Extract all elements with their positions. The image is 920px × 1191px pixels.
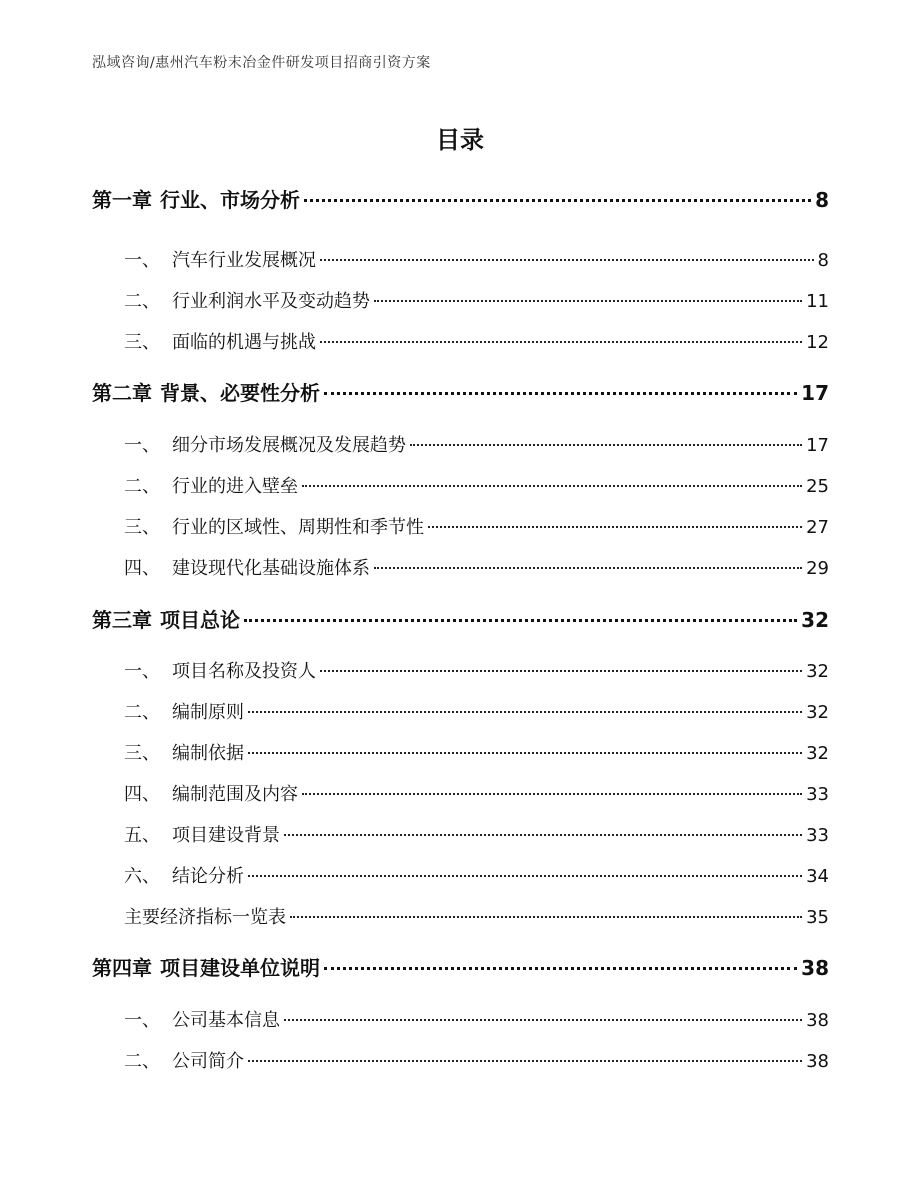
chapter-label: 第三章 (92, 608, 152, 632)
toc-section[interactable] (124, 862, 829, 888)
section-page-number: 32 (806, 702, 829, 723)
toc-title: 目录 (436, 126, 484, 154)
dot-leader (428, 526, 802, 528)
toc-chapter-2[interactable] (92, 377, 829, 406)
section-page-number: 38 (806, 1010, 829, 1031)
section-page-number: 25 (806, 476, 829, 497)
dot-leader (374, 300, 802, 302)
dot-leader (248, 711, 802, 713)
section-number: 二、 (124, 702, 160, 723)
section-number: 二、 (124, 476, 160, 497)
toc-chapter-1[interactable] (92, 184, 829, 213)
section-page-number: 29 (806, 558, 829, 579)
dot-leader (374, 567, 802, 569)
toc-section[interactable] (124, 780, 829, 806)
toc-section[interactable] (124, 431, 829, 457)
toc-section[interactable] (124, 821, 829, 847)
toc-chapter-3[interactable] (92, 604, 829, 633)
toc-section[interactable] (124, 472, 829, 498)
dot-leader (320, 670, 802, 672)
dot-leader (248, 875, 802, 877)
section-title: 面临的机遇与挑战 (172, 332, 316, 353)
toc-section[interactable] (124, 657, 829, 683)
section-page-number: 8 (817, 250, 829, 271)
section-title: 行业的区域性、周期性和季节性 (172, 517, 424, 538)
dot-leader (290, 916, 802, 918)
section-page-number: 27 (806, 517, 829, 538)
dot-leader (284, 834, 802, 836)
section-page-number: 34 (806, 866, 829, 887)
section-number: 四、 (124, 558, 160, 579)
toc-section[interactable] (124, 1047, 829, 1073)
dot-leader (302, 485, 802, 487)
dot-leader (410, 444, 802, 446)
section-page-number: 35 (806, 907, 829, 928)
section-title: 公司简介 (172, 1051, 244, 1072)
chapter-title: 背景、必要性分析 (160, 381, 320, 405)
dot-leader (304, 199, 811, 202)
section-number: 三、 (124, 332, 160, 353)
section-number: 六、 (124, 866, 160, 887)
section-page-number: 32 (806, 743, 829, 764)
section-number: 一、 (124, 1010, 160, 1031)
chapter-page-number: 32 (801, 608, 829, 632)
chapter-title: 项目总论 (160, 608, 240, 632)
section-number: 一、 (124, 435, 160, 456)
dot-leader (320, 341, 802, 343)
toc-section[interactable] (124, 554, 829, 580)
dot-leader (248, 1060, 802, 1062)
section-title: 行业的进入壁垒 (172, 476, 298, 497)
chapter-page-number: 38 (801, 956, 829, 980)
section-title: 行业利润水平及变动趋势 (172, 291, 370, 312)
toc-chapter-4[interactable] (92, 952, 829, 981)
page-header: 泓域咨询/惠州汽车粉末冶金件研发项目招商引资方案 (92, 55, 431, 71)
section-number: 一、 (124, 250, 160, 271)
section-number: 三、 (124, 517, 160, 538)
section-title: 主要经济指标一览表 (124, 907, 286, 928)
section-page-number: 17 (806, 435, 829, 456)
chapter-label: 第二章 (92, 381, 152, 405)
chapter-title: 项目建设单位说明 (160, 956, 320, 980)
section-title: 编制原则 (172, 702, 244, 723)
toc-section[interactable] (124, 513, 829, 539)
section-number: 五、 (124, 825, 160, 846)
section-title: 公司基本信息 (172, 1010, 280, 1031)
toc-section[interactable] (124, 287, 829, 313)
section-number: 二、 (124, 291, 160, 312)
section-title: 编制依据 (172, 743, 244, 764)
section-title: 结论分析 (172, 866, 244, 887)
dot-leader (302, 793, 802, 795)
section-number: 四、 (124, 784, 160, 805)
section-title: 项目建设背景 (172, 825, 280, 846)
section-title: 细分市场发展概况及发展趋势 (172, 435, 406, 456)
section-page-number: 33 (806, 784, 829, 805)
section-title: 汽车行业发展概况 (172, 250, 316, 271)
toc-section[interactable] (124, 903, 829, 929)
chapter-label: 第一章 (92, 188, 152, 212)
section-title: 编制范围及内容 (172, 784, 298, 805)
toc-section[interactable] (124, 698, 829, 724)
dot-leader (244, 619, 797, 622)
toc-section[interactable] (124, 739, 829, 765)
section-number: 二、 (124, 1051, 160, 1072)
chapter-page-number: 8 (815, 188, 829, 212)
dot-leader (320, 259, 814, 261)
dot-leader (248, 752, 802, 754)
chapter-title: 行业、市场分析 (160, 188, 300, 212)
section-page-number: 11 (806, 291, 829, 312)
section-title: 项目名称及投资人 (172, 661, 316, 682)
section-number: 三、 (124, 743, 160, 764)
toc-section[interactable] (124, 328, 829, 354)
toc-section[interactable] (124, 1006, 829, 1032)
chapter-label: 第四章 (92, 956, 152, 980)
section-page-number: 33 (806, 825, 829, 846)
dot-leader (324, 967, 797, 970)
chapter-page-number: 17 (801, 381, 829, 405)
dot-leader (324, 392, 797, 395)
section-page-number: 32 (806, 661, 829, 682)
section-page-number: 12 (806, 332, 829, 353)
section-page-number: 38 (806, 1051, 829, 1072)
section-title: 建设现代化基础设施体系 (172, 558, 370, 579)
dot-leader (284, 1019, 802, 1021)
toc-section[interactable] (124, 246, 829, 272)
section-number: 一、 (124, 661, 160, 682)
